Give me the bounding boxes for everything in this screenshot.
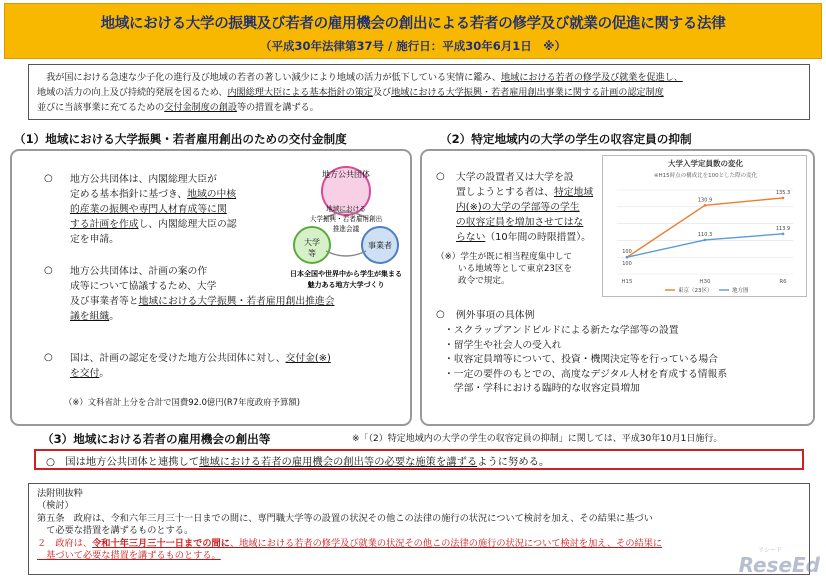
- stakeholder-venn-diagram: [284, 163, 408, 298]
- venn-caption-2: 魅力ある地方大学づくり: [307, 281, 385, 289]
- section3-heading: （3）地域における若者の雇用機会の創出等: [42, 432, 271, 446]
- venn-center-line-1: 地域における: [326, 205, 366, 213]
- exception-item: ・一定の要件のもとでの、高度なデジタル人材を育成する情報系: [444, 368, 728, 380]
- venn-caption-1: 日本全国や世界中から学生が集まる: [290, 270, 402, 278]
- venn-center-line-2: 大学振興・若者雇用創出: [309, 215, 383, 223]
- exceptions-list: [444, 324, 814, 397]
- chart-legend-label: 東京（23区）: [678, 288, 713, 294]
- section1-heading: （1）地域における大学振興・若者雇用創出のための交付金制度: [14, 132, 347, 146]
- chart-data-label: 130.9: [697, 197, 713, 204]
- chart-point: [704, 239, 707, 242]
- chart-data-label: 113.9: [775, 225, 791, 232]
- intro-line-3: 並びに当該事業に充てるための交付金制度の創設等の措置を講ずる。: [37, 102, 319, 113]
- chart-x-tick-label: R6: [779, 279, 787, 285]
- venn-label-university: 大学: [304, 238, 320, 247]
- title-banner: [4, 3, 822, 59]
- enrollment-line-chart: [603, 156, 808, 298]
- exceptions-title: 例外事項の具体例: [456, 310, 535, 321]
- section3-box: ○ 国は地方公共団体と連携して地域における若者の雇用機会の創出等の必要な施策を講ずるように努める。: [34, 449, 804, 470]
- chart-x-tick-label: H30: [699, 279, 711, 285]
- chart-data-label: 135.3: [775, 189, 791, 196]
- bullet-mark: ○: [436, 171, 445, 182]
- venn-label-business: 事業者: [368, 241, 392, 250]
- chart-title: 大学入学定員数の変化: [668, 159, 743, 168]
- intro-box: [28, 64, 810, 120]
- bullet-mark: ○: [44, 265, 53, 276]
- appendix-article-5-2: ２ 政府は、令和十年三月三十一日までの間に、地域における若者の修学及び就業の状況その他この法律の施行の状況について検討を加え、その結果に: [37, 537, 663, 549]
- sec2-bullet-1: 大学の設置者又は大学を設 置しようとする者は、特定地域 内(※)の大学の学部等の学生 の収容定員を増加させてはな らない（10年間の時限措置）。: [456, 172, 594, 243]
- exception-item: ・留学生や社会人の受入れ: [444, 339, 562, 351]
- appendix-subheading: （検討）: [37, 500, 74, 512]
- appendix-article-5: 第五条 政府は、令和六年三月三十一日までの間に、専門職大学等の設置の状況その他この法律の施行の状況について検討を加え、その結果に基づい: [37, 512, 653, 524]
- bullet-mark: ○: [44, 173, 53, 184]
- chart-data-label: 100: [622, 261, 632, 268]
- section3-note: ※「（2）特定地域内の大学の学生の収容定員の抑制」に関しては、平成30年10月1日施行。: [352, 434, 723, 444]
- intro-line-1: 我が国における急速な少子化の進行及び地域の若者の著しい減少により地域の活力が低下している実情に鑑み、地域における若者の修学及び就業を促進し、: [46, 72, 683, 83]
- chart-data-label: 110.3: [697, 231, 713, 238]
- chart-container: [602, 155, 807, 297]
- venn-arrow-bottom: [326, 251, 366, 256]
- exception-item: ・スクラップアンドビルドによる新たな学部等の設置: [444, 325, 679, 336]
- appendix-article-5-cont: て必要な措置を講ずるものとする。: [37, 525, 194, 537]
- funding-note: （※）文科省計上分を合計で国費92.0億円(R7年度政府予算額): [64, 397, 300, 407]
- appendix-article-5-2-cont: 基づいて必要な措置を講ずるものとする。: [37, 550, 221, 562]
- page-title: 地域における大学の振興及び若者の雇用機会の創出による若者の修学及び就業の促進に関する法律: [100, 16, 726, 32]
- intro-line-2: 地域の活力の向上及び持続的発展を図るため、内閣総理大臣による基本指針の策定及び地域における大学振興・若者雇用創出事業に関する計画の認定制度: [37, 87, 664, 98]
- venn-label-local-government: 地方公共団体: [322, 170, 370, 179]
- resemom-logo: ReseEd: [738, 553, 820, 577]
- section2-heading: （2）特定地域内の大学の学生の収容定員の抑制: [440, 132, 692, 146]
- bullet-mark: ○: [436, 309, 445, 320]
- page-subtitle: （平成30年法律第37号 / 施行日：平成30年6月1日 ※）: [260, 39, 566, 53]
- chart-point: [626, 256, 629, 259]
- chart-legend-label: 地方圏: [732, 288, 749, 294]
- watermark-tag: リシード: [757, 547, 782, 554]
- appendix-heading: 法附則抜粋: [37, 488, 83, 499]
- exception-item: ・収容定員増等について、投資・機関決定等を行っている場合: [444, 354, 718, 365]
- chart-point: [782, 233, 785, 236]
- section1-panel: [10, 149, 412, 426]
- chart-point: [704, 204, 707, 207]
- sec2-note: （※）学生が既に相当程度集中して いる地域等として東京23区を 政令で規定。: [436, 252, 573, 286]
- sec1-bullet-3: 国は、計画の認定を受けた地方公共団体に対し、交付金(※) を交付。: [70, 353, 331, 379]
- chart-subtitle: ※H15時点の構成比を100とした際の変化: [653, 173, 758, 179]
- chart-point: [782, 197, 785, 200]
- sec1-bullet-2: 地方公共団体は、計画の案の作 成等について協議するため、大学 及び事業者等と地域における大学振興・若者雇用創出推進会 議を組織。: [70, 266, 335, 322]
- appendix-box: [28, 483, 810, 575]
- sec1-bullet-1: 地方公共団体は、内閣総理大臣が 定める基本指針に基づき、地域の中核 的産業の振興や専門人材育成等に関 する計画を作成し、内閣総理大臣の認 定を申請。: [70, 174, 237, 245]
- chart-x-tick-label: H15: [621, 279, 633, 285]
- bullet-mark: ○: [44, 352, 53, 363]
- chart-data-label: 100: [622, 249, 632, 256]
- venn-center-line-3: 推進会議: [332, 225, 360, 233]
- venn-label-university-2: 等: [308, 249, 316, 258]
- exception-item: 学部・学科における臨時的な収容定員増加: [444, 383, 640, 394]
